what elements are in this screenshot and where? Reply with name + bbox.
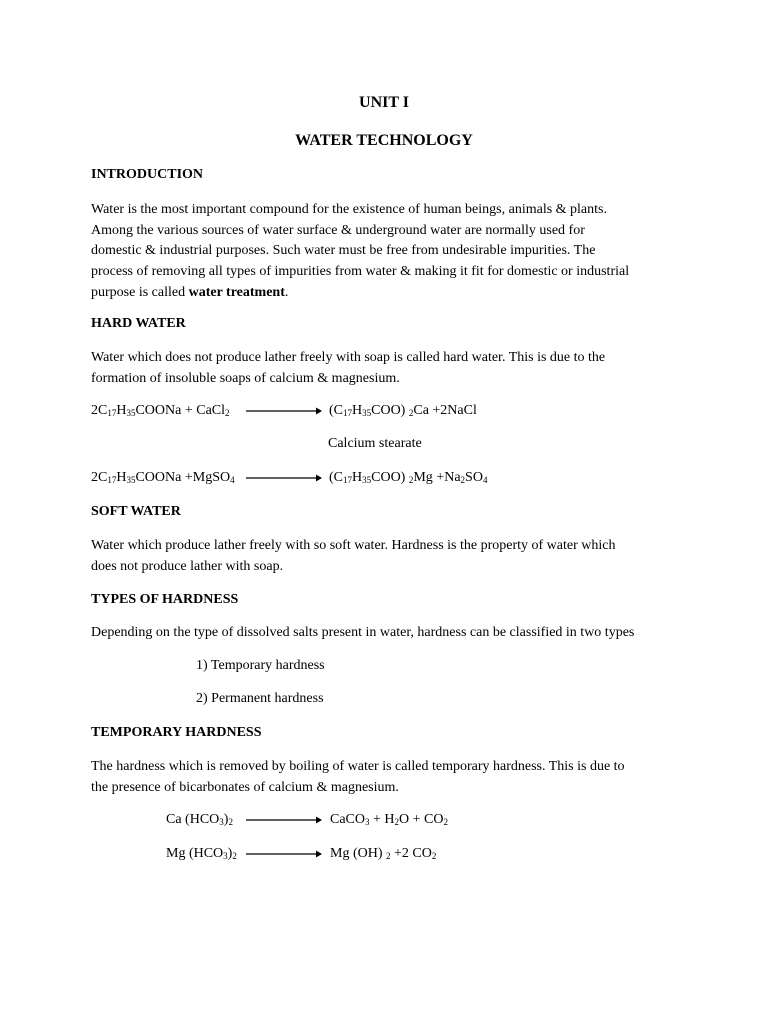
equation-rhs — [329, 403, 477, 419]
subscript-text: 3 — [219, 817, 224, 827]
formula-text: H — [116, 403, 127, 418]
subscript-text: 2 — [443, 817, 448, 827]
hard-water-paragraph — [91, 348, 681, 389]
formula-text: Ca +2NaCl — [413, 403, 477, 418]
equation-rhs — [329, 470, 487, 486]
subscript-text: 4 — [230, 475, 235, 485]
formula-text: 2C — [91, 403, 108, 418]
list-item: 2) Permanent hardness — [196, 691, 324, 706]
formula-text: COO) — [371, 470, 409, 485]
subscript-text: 2 — [386, 851, 391, 861]
introduction-heading: INTRODUCTION — [91, 167, 204, 182]
formula-text: H — [352, 403, 363, 418]
paragraph-line: domestic & industrial purposes. Such water must be free from undesirable impurities. The — [91, 243, 596, 259]
subscript-text: 2 — [394, 817, 400, 827]
formula-text: CaCO — [330, 812, 365, 827]
formula-text: (C — [329, 470, 343, 485]
formula-text: Mg (OH) — [330, 846, 386, 861]
temporary-hardness-heading: TEMPORARY HARDNESS — [91, 725, 262, 740]
subscript-text: 17 — [343, 408, 352, 418]
subscript-text: 17 — [107, 475, 117, 485]
hard-water-heading: HARD WATER — [91, 316, 186, 331]
formula-text: + H — [369, 812, 395, 827]
introduction-paragraph — [91, 200, 681, 304]
formula-text: COO) — [371, 403, 409, 418]
subscript-text: 35 — [126, 408, 136, 418]
reaction-arrow-icon — [246, 473, 322, 483]
text-span: . — [284, 284, 289, 300]
text-span: purpose is called — [91, 284, 189, 300]
subscript-text: 4 — [482, 475, 488, 485]
paragraph-line: Water is the most important compound for the existence of human beings, animals & plants. — [91, 202, 607, 217]
types-of-hardness-text: Depending on the type of dissolved salts present in water, hardness can be classified in two types — [91, 625, 635, 640]
temporary-hardness-paragraph — [91, 757, 681, 798]
formula-text: ) — [227, 846, 233, 861]
bold-term: water treatment — [188, 284, 285, 300]
types-of-hardness-heading: TYPES OF HARDNESS — [91, 592, 239, 607]
subscript-text: 3 — [365, 817, 370, 827]
unit-title: UNIT I — [359, 94, 409, 111]
paragraph-line: Water which produce lather freely with so soft water. Hardness is the property of water which — [91, 538, 616, 553]
subscript-text: 2 — [228, 817, 233, 827]
paragraph-line: formation of insoluble soaps of calcium & magnesium. — [91, 370, 400, 386]
formula-text: COONa +MgSO — [135, 470, 231, 485]
subscript-text: 2 — [225, 408, 230, 418]
subscript-text: 35 — [362, 475, 372, 485]
formula-text: 2C — [91, 470, 108, 485]
formula-text: Ca (HCO — [166, 812, 220, 827]
paragraph-line: Water which does not produce lather freely with soap is called hard water. This is due to the — [91, 350, 606, 365]
formula-text: +2 CO — [390, 846, 432, 861]
equation-caption: Calcium stearate — [328, 436, 422, 451]
reaction-arrow-icon — [246, 815, 322, 825]
paragraph-line: the presence of bicarbonates of calcium & magnesium. — [91, 779, 399, 795]
subscript-text: 35 — [362, 408, 372, 418]
soft-water-heading: SOFT WATER — [91, 504, 181, 519]
subscript-text: 2 — [408, 475, 414, 485]
equation-lhs — [91, 470, 235, 486]
soft-water-paragraph — [91, 536, 681, 577]
subscript-text: 17 — [107, 408, 117, 418]
subscript-text: 35 — [126, 475, 136, 485]
equation-rhs — [330, 846, 436, 862]
paragraph-line: process of removing all types of impurities from water & making it fit for domestic or industrial — [91, 264, 630, 280]
paragraph-line: The hardness which is removed by boiling of water is called temporary hardness. This is due to — [91, 759, 625, 774]
subscript-text: 3 — [223, 851, 228, 861]
formula-text: Mg (HCO — [166, 846, 224, 861]
paragraph-line: does not produce lather with soap. — [91, 558, 284, 574]
paragraph-line: Among the various sources of water surface & underground water are normally used for — [91, 222, 585, 238]
subscript-text: 2 — [460, 475, 466, 485]
equation-lhs — [166, 846, 237, 862]
formula-text: Mg +Na — [413, 470, 461, 485]
paragraph-line — [91, 283, 681, 304]
formula-text: O + CO — [399, 812, 444, 827]
subscript-text: 2 — [408, 408, 414, 418]
formula-text: H — [116, 470, 127, 485]
equation-lhs — [91, 403, 230, 419]
formula-text: (C — [329, 403, 343, 418]
formula-text: ) — [223, 812, 229, 827]
formula-text: SO — [465, 470, 483, 485]
equation-rhs — [330, 812, 448, 828]
chapter-title: WATER TECHNOLOGY — [295, 132, 473, 149]
subscript-text: 2 — [431, 851, 437, 861]
subscript-text: 2 — [232, 851, 237, 861]
reaction-arrow-icon — [246, 849, 322, 859]
list-item: 1) Temporary hardness — [196, 658, 325, 673]
formula-text: H — [352, 470, 363, 485]
formula-text: COONa + CaCl — [135, 403, 226, 418]
subscript-text: 17 — [343, 475, 352, 485]
reaction-arrow-icon — [246, 406, 322, 416]
equation-lhs — [166, 812, 233, 828]
